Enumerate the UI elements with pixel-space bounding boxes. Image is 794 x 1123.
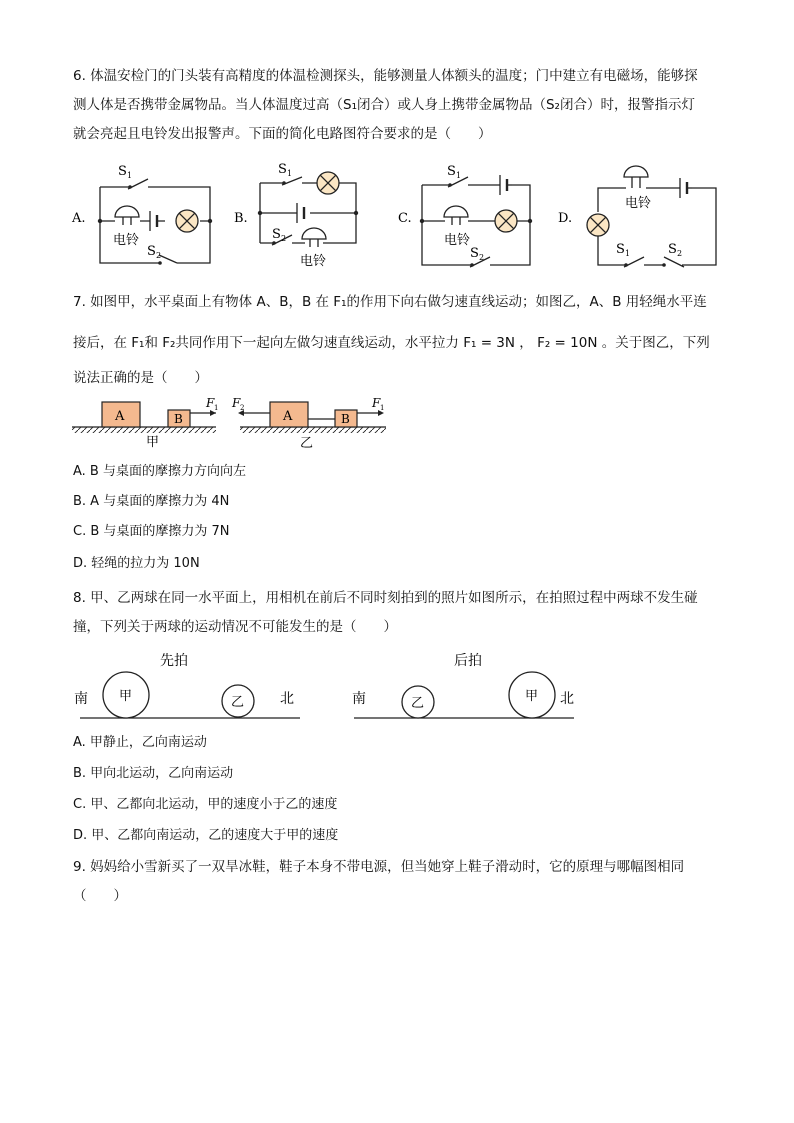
block-a-label: A xyxy=(115,409,125,424)
ball-jia-label-2: 甲 xyxy=(525,689,539,704)
yi-f2-sub: 2 xyxy=(240,404,245,412)
circuit-b xyxy=(234,162,358,269)
q7-text-line3: 说法正确的是（ ） xyxy=(73,370,208,386)
jia-f1-sub: 1 xyxy=(214,404,219,412)
q7-option-d[interactable]: D. 轻绳的拉力为 10N xyxy=(73,556,200,571)
caption-jia: 甲 xyxy=(146,435,160,450)
c-s2-label: S xyxy=(470,246,479,261)
q6-circuit-figure xyxy=(60,155,740,275)
q8-option-c[interactable]: C. 甲、乙都向北运动，甲的速度小于乙的速度 xyxy=(73,797,338,812)
q6-text-line2: 测人体是否携带金属物品。当人体温度过高（S₁闭合）或人身上携带金属物品（S₂闭合）时，报警指示灯 xyxy=(73,97,695,113)
caption-before: 先拍 xyxy=(160,653,188,669)
ball-jia-label-1: 甲 xyxy=(119,689,133,704)
q9-text-line1: 9. 妈妈给小雪新买了一双旱冰鞋，鞋子本身不带电源，但当她穿上鞋子滑动时，它的原理与哪幅图相同 xyxy=(73,859,685,875)
figure-yi xyxy=(231,396,386,451)
yi-f2-label: F xyxy=(232,396,241,410)
north-label-2: 北 xyxy=(560,691,574,707)
b-s1-label: S xyxy=(278,162,287,177)
q8-option-b[interactable]: B. 甲向北运动，乙向南运动 xyxy=(73,766,234,781)
south-label-2: 南 xyxy=(352,691,366,707)
q7-option-a[interactable]: A. B 与桌面的摩擦力方向向左 xyxy=(73,464,246,479)
q6-text-line3: 就会亮起且电铃发出报警声。下面的简化电路图符合要求的是（ ） xyxy=(73,126,492,142)
q7-text-line2: 接后，在 F₁和 F₂共同作用下一起向左做匀速直线运动，水平拉力 F₁ = 3N ， F₂ = 10N 。关于图乙，下列 xyxy=(73,335,710,351)
circuit-a xyxy=(71,164,212,265)
caption-after: 后拍 xyxy=(454,653,482,669)
caption-yi: 乙 xyxy=(300,436,314,451)
ball-yi-label-1: 乙 xyxy=(231,695,245,710)
block-b-yi-label: B xyxy=(341,412,350,426)
q7-text-line1: 7. 如图甲，水平桌面上有物体 A、B，B 在 F₁的作用下向右做匀速直线运动；如图乙，A、B 用轻绳水平连 xyxy=(73,294,707,310)
a-bell-label: 电铃 xyxy=(113,233,140,248)
q7-option-c[interactable]: C. B 与桌面的摩擦力为 7N xyxy=(73,524,230,539)
option-a-label: A. xyxy=(72,211,86,226)
c-s1-label: S xyxy=(447,164,456,179)
a-s2-label: S xyxy=(147,244,156,259)
q7-force-figure xyxy=(60,394,400,452)
q9-text-line2: （ ） xyxy=(73,888,127,904)
d-s1-sub: 1 xyxy=(625,249,631,258)
a-s1-sub: 1 xyxy=(127,171,133,180)
q8-balls-figure xyxy=(60,645,600,725)
option-c-label: C. xyxy=(398,211,412,226)
b-bell-label: 电铃 xyxy=(300,254,327,269)
option-b-label: B. xyxy=(234,211,248,226)
q6-text-line1: 6. 体温安检门的门头装有高精度的体温检测探头，能够测量人体额头的温度；门中建立有电磁场，能够探 xyxy=(73,68,698,84)
yi-f1-label: F xyxy=(372,396,381,410)
b-s1-sub: 1 xyxy=(287,169,293,178)
d-s2-sub: 2 xyxy=(677,249,683,258)
d-s2-label: S xyxy=(668,242,677,257)
a-s1-label: S xyxy=(118,164,127,179)
c-s2-sub: 2 xyxy=(479,253,485,262)
a-s2-sub: 2 xyxy=(156,251,162,260)
d-bell-label: 电铃 xyxy=(625,196,652,211)
block-b-label: B xyxy=(174,412,183,426)
c-s1-sub: 1 xyxy=(456,171,462,180)
q8-text-line2: 撞，下列关于两球的运动情况不可能发生的是（ ） xyxy=(73,619,397,635)
q8-option-d[interactable]: D. 甲、乙都向南运动，乙的速度大于甲的速度 xyxy=(73,828,339,843)
q7-option-b[interactable]: B. A 与桌面的摩擦力为 4N xyxy=(73,494,230,509)
q8-option-a[interactable]: A. 甲静止，乙向南运动 xyxy=(73,735,207,750)
b-s2-sub: 2 xyxy=(281,234,287,243)
ball-yi-label-2: 乙 xyxy=(411,696,425,711)
photo-after xyxy=(352,652,574,718)
q8-text-line1: 8. 甲、乙两球在同一水平面上，用相机在前后不同时刻拍到的照片如图所示，在拍照过程中两球不发生碰 xyxy=(73,590,698,606)
circuit-d xyxy=(558,166,716,267)
photo-before xyxy=(74,652,300,718)
c-bell-label: 电铃 xyxy=(444,233,471,248)
option-d-label: D. xyxy=(558,211,573,226)
circuit-c xyxy=(398,164,532,267)
block-a-yi-label: A xyxy=(283,409,293,424)
b-s2-label: S xyxy=(272,227,281,242)
figure-jia xyxy=(72,396,218,450)
north-label-1: 北 xyxy=(280,691,294,707)
d-s1-label: S xyxy=(616,242,625,257)
yi-f1-sub: 1 xyxy=(380,404,385,412)
south-label-1: 南 xyxy=(74,691,88,707)
jia-f1-label: F xyxy=(206,396,215,410)
